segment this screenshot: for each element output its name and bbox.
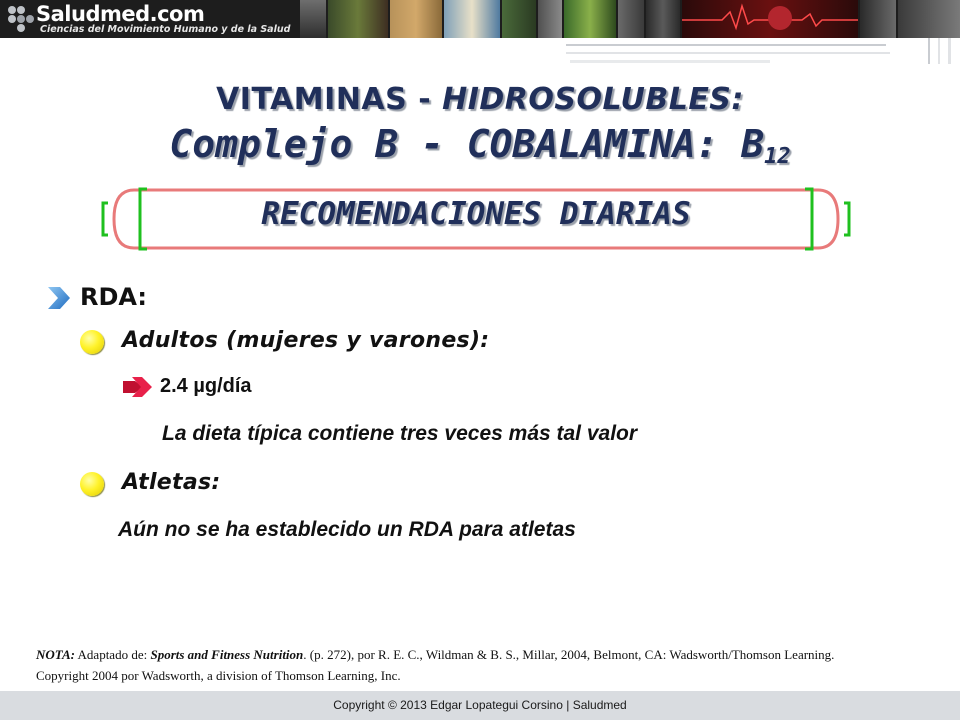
banner-photo [328, 0, 388, 38]
subtitle-subscript: 12 [764, 144, 791, 169]
divider [928, 38, 930, 64]
divider [566, 52, 890, 54]
adults-value: 2.4 µg/día [160, 375, 252, 397]
slide-title [0, 82, 960, 117]
banner-photo [860, 0, 896, 38]
copyright-bar [0, 691, 960, 720]
logo-tagline: Ciencias del Movimiento Humano y de la Salud [40, 24, 291, 35]
banner-photo [390, 0, 442, 38]
section-heading: RECOMENDACIONES DIARIAS [261, 196, 691, 232]
banner-photo [300, 0, 326, 38]
divider [948, 38, 951, 64]
logo-name: Saludmed.com [36, 2, 205, 26]
banner-photo [618, 0, 644, 38]
saludmed-logo[interactable] [6, 2, 306, 36]
slide-subtitle [0, 122, 960, 169]
banner-photo [898, 0, 960, 38]
divider [566, 44, 886, 46]
athletes-label: Atletas: [122, 470, 221, 495]
adults-label: Adultos (mujeres y varones): [122, 328, 490, 353]
footnote-label: NOTA: [36, 647, 75, 662]
banner-photo [646, 0, 680, 38]
divider [570, 60, 770, 63]
subtitle-text: Complejo B - COBALAMINA: B [169, 122, 765, 166]
logo-dots-icon [8, 6, 34, 32]
yellow-dot-icon [80, 472, 104, 496]
banner-photo-strip [300, 0, 960, 38]
copyright-text: Copyright © 2013 Edgar Lopategui Corsino | Saludmed [333, 698, 627, 712]
banner-photo [564, 0, 616, 38]
title-prefix: VITAMINAS - [216, 82, 443, 117]
adults-note: La dieta típica contiene tres veces más tal valor [162, 422, 638, 445]
heartbeat-icon [682, 0, 858, 38]
banner-photo [444, 0, 500, 38]
footnote [36, 644, 836, 686]
chevron-right-icon [46, 285, 72, 311]
footnote-book-title: Sports and Fitness Nutrition [150, 647, 304, 662]
banner-photo [538, 0, 562, 38]
site-banner [0, 0, 960, 38]
yellow-dot-icon [80, 330, 104, 354]
section-heading-box [100, 187, 852, 251]
banner-photo [502, 0, 536, 38]
double-arrow-icon [120, 374, 154, 400]
rda-label: RDA: [80, 283, 148, 311]
title-category: HIDROSOLUBLES: [442, 82, 744, 117]
athletes-note: Aún no se ha establecido un RDA para atletas [118, 518, 576, 541]
footnote-citation: . (p. 272), por R. E. C., Wildman & B. S., Millar, 2004, Belmont, CA: Wadsworth/Thomson Learning. Copyright 2004 por Wadsworth, a division of Thomson Learning, Inc. [36, 647, 835, 683]
divider [938, 38, 940, 64]
footnote-text: Adaptado de: [75, 647, 151, 662]
